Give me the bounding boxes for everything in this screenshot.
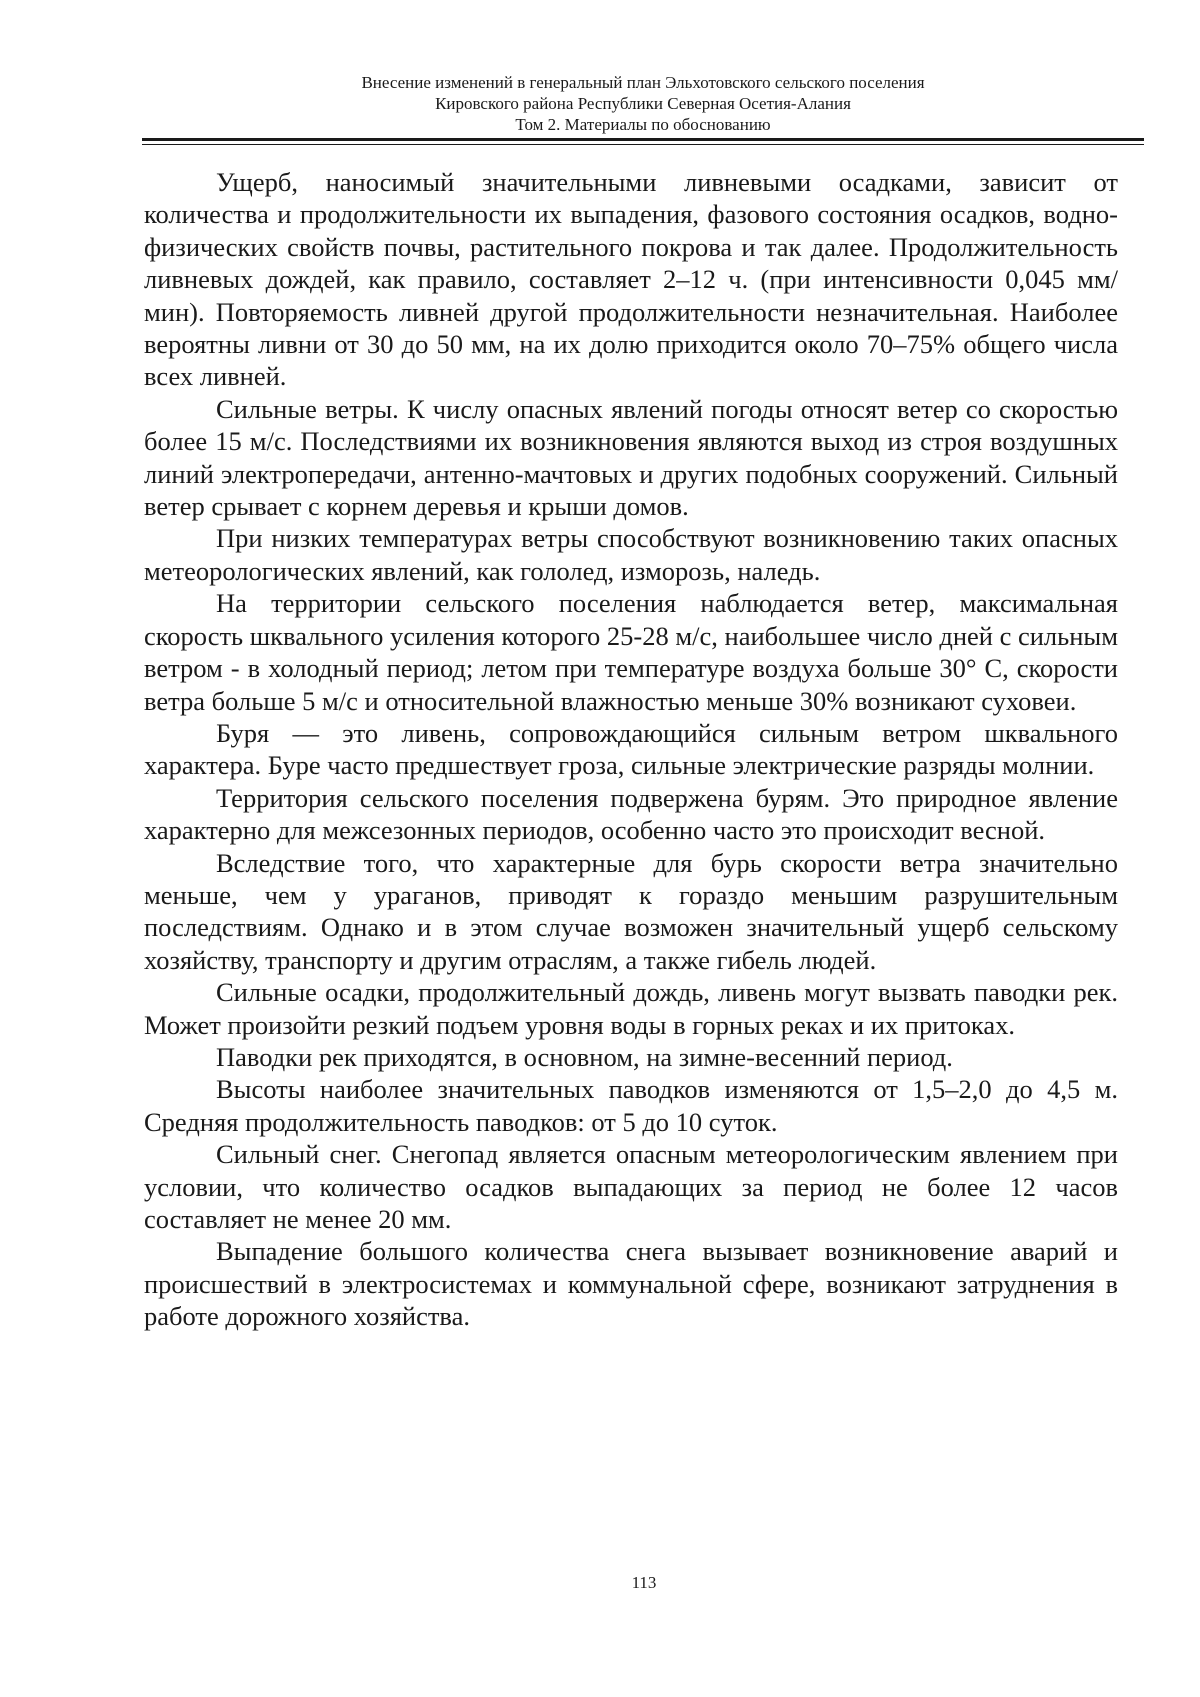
paragraph-heavy-snow: Сильный снег. Снегопад является опасным метеорологическим явлением при условии, что количество осадков выпадающих за период не более 12 часов составляет не менее 20 мм. xyxy=(144,1139,1118,1234)
document-body xyxy=(144,166,1118,1333)
document-header xyxy=(142,72,1144,135)
paragraph-snow-consequences: Выпадение большого количества снега вызывает возникновение аварий и происшествий в электросистемах и коммунальной сфере, возникают затруднения в работе дорожного хозяйства. xyxy=(144,1236,1118,1332)
header-rule-thick xyxy=(142,138,1144,141)
header-region-line: Кировского района Республики Северная Осетия-Алания xyxy=(435,94,851,113)
paragraph-rain-damage: Ущерб, наносимый значительными ливневыми осадками, зависит от количества и продолжительности их выпадения, фазового состояния осадков, водно-физических свойств почвы, растительного покрова и так далее. Продолжительность ливневых дождей, как правило, составляет 2–12 ч. (при интенсивности 0,045 мм/мин). Повторяемость ливней другой продолжительности незначительная. Наиболее вероятны ливни от 30 до 50 мм, на их долю приходится около 70–75% общего числа всех ливней. xyxy=(144,167,1118,392)
paragraph-strong-winds: Сильные ветры. К числу опасных явлений погоды относят ветер со скоростью более 15 м/с. Последствиями их возникновения являются выход из строя воздушных линий электропередачи, антенно-мачтовых и других подобных сооружений. Сильный ветер срывает с корнем деревья и крыши домов. xyxy=(144,393,1118,522)
paragraph-storm-definition: Буря — это ливень, сопровождающийся сильным ветром шквального характера. Буре часто предшествует гроза, сильные электрические разряды молнии. xyxy=(144,717,1118,781)
paragraph-flood-heights: Высоты наиболее значительных паводков изменяются от 1,5–2,0 до 4,5 м. Средняя продолжительность паводков: от 5 до 10 суток. xyxy=(144,1074,1118,1137)
header-volume-line: Том 2. Материалы по обоснованию xyxy=(515,115,771,134)
paragraph-flood-season: Паводки рек приходятся, в основном, на зимне-весенний период. xyxy=(216,1041,953,1072)
paragraph-storm-territory: Территория сельского поселения подвержена бурям. Это природное явление характерно для межсезонных периодов, особенно часто это происходит весной. xyxy=(144,782,1118,846)
paragraph-low-temperatures: При низких температурах ветры способствуют возникновению таких опасных метеорологических явлений, как гололед, изморозь, наледь. xyxy=(144,523,1118,586)
header-title-line: Внесение изменений в генеральный план Эльхотовского сельского поселения xyxy=(361,73,925,92)
header-rule-thin xyxy=(142,144,1144,145)
paragraph-squall-winds: На территории сельского поселения наблюдается ветер, максимальная скорость шквального усиления которого 25-28 м/с, наибольшее число дней с сильным ветром - в холодный период; летом при температуре воздуха больше 30° С, скорости ветра больше 5 м/с и относительной влажностью меньше 30% возникают суховеи. xyxy=(144,588,1118,716)
paragraph-storm-consequences: Вследствие того, что характерные для бурь скорости ветра значительно меньше, чем у ураганов, приводят к гораздо меньшим разрушительным последствиям. Однако и в этом случае возможен значительный ущерб сельскому хозяйству, транспорту и другим отраслям, а также гибель людей. xyxy=(144,847,1118,975)
paragraph-heavy-precipitation: Сильные осадки, продолжительный дождь, ливень могут вызвать паводки рек. Может произойти резкий подъем уровня воды в горных реках и их притоках. xyxy=(144,977,1118,1040)
page-number: 113 xyxy=(631,1573,657,1592)
